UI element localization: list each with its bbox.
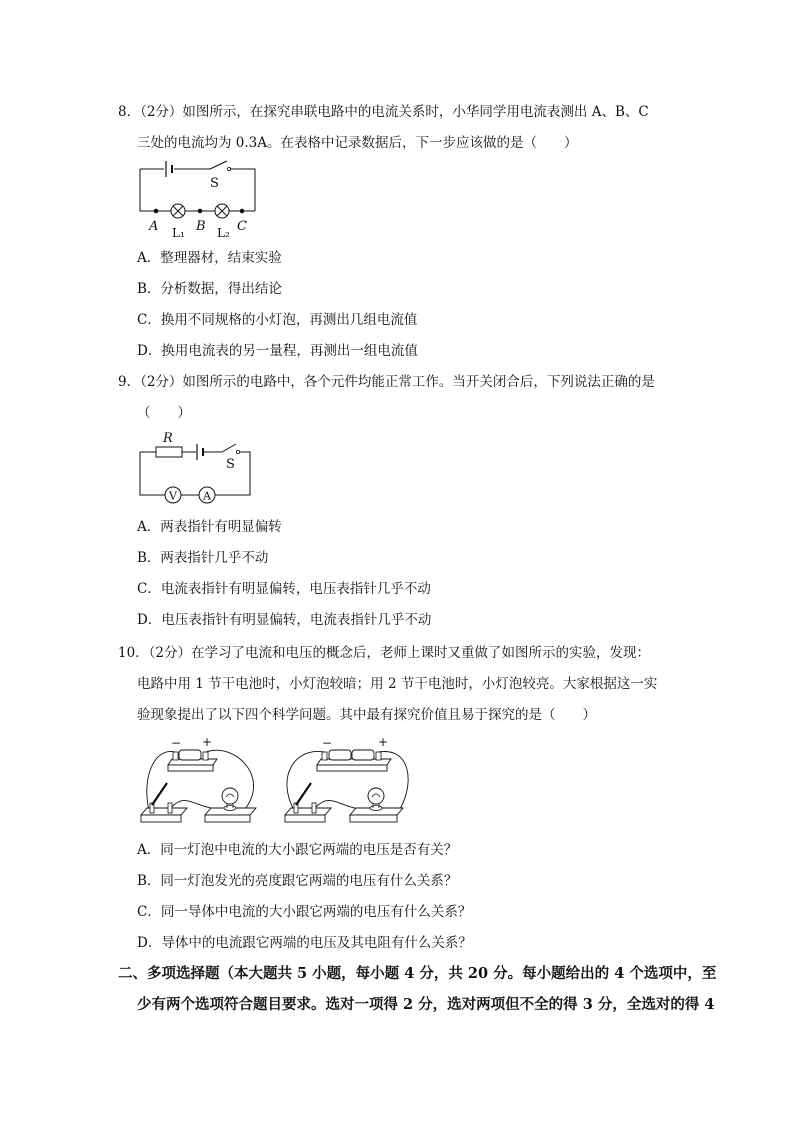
q8-option-c[interactable]: C．换用不同规格的小灯泡，再测出几组电流值 (137, 312, 418, 328)
q10-option-a[interactable]: A．同一灯泡中电流的大小跟它两端的电压是否有关？ (137, 842, 458, 858)
knife-switch-icon (285, 783, 331, 822)
q9-stem-line2: （ ） (137, 405, 191, 421)
q10-option-b[interactable]: B．同一灯泡发光的亮度跟它两端的电压有什么关系？ (137, 873, 458, 889)
battery-icon (197, 444, 203, 460)
lamp1-label: L₁ (172, 226, 185, 240)
battery-icon (166, 161, 172, 177)
lamp2-label: L₂ (217, 226, 230, 240)
switch-label: S (210, 176, 219, 191)
resistor-label: R (163, 431, 173, 446)
battery-holder-one-cell (168, 750, 217, 771)
q9-option-d[interactable]: D．电压表指针有明显偏转，电流表指针几乎不动 (137, 612, 432, 628)
q8-option-a[interactable]: A．整理器材，结束实验 (137, 250, 282, 266)
minus-label: − (171, 736, 182, 750)
ammeter-icon (199, 487, 215, 503)
switch-icon (222, 444, 240, 454)
q10-stem-line3: 验现象提出了以下四个科学问题。其中最有探究价值且易于探究的是（ ） (137, 707, 596, 723)
voltmeter-icon (165, 487, 181, 503)
svg-text:V: V (169, 489, 177, 503)
lamp-icon (215, 204, 229, 218)
q10-experiment-figure (135, 737, 420, 832)
q9-option-b[interactable]: B．两表指针几乎不动 (137, 550, 269, 566)
switch-label: S (226, 457, 235, 472)
q8-option-b[interactable]: B．分析数据，得出结论 (137, 281, 282, 297)
point-c-label: C (237, 219, 247, 234)
q9-option-a[interactable]: A．两表指针有明显偏转 (137, 519, 282, 535)
q10-option-d[interactable]: D．导体中的电流跟它两端的电压及其电阻有什么关系？ (137, 935, 472, 951)
q9-stem-line1: 9．（2分）如图所示的电路中，各个元件均能正常工作。当开关闭合后，下列说法正确的是 (118, 374, 655, 390)
q8-option-d[interactable]: D．换用电流表的另一量程，再测出一组电流值 (137, 343, 418, 359)
lamp-holder-icon (350, 788, 403, 822)
lamp-icon (171, 204, 185, 218)
minus-label: − (322, 736, 333, 750)
section2-heading-line1: 二、多项选择题（本大题共 5 小题，每小题 4 分，共 20 分。每小题给出的 4 个选项中，至 (118, 965, 717, 982)
plus-label: + (378, 735, 389, 749)
q9-option-c[interactable]: C．电流表指针有明显偏转，电压表指针几乎不动 (137, 581, 431, 597)
resistor-icon (156, 447, 182, 457)
q10-stem-line1: 10．（2分）在学习了电流和电压的概念后，老师上课时又重做了如图所示的实验，发现： (118, 645, 651, 661)
q10-stem-line2: 电路中用 1 节干电池时，小灯泡较暗；用 2 节干电池时，小灯泡较亮。大家根据这一实 (137, 676, 658, 692)
point-a-label: A (149, 219, 159, 234)
svg-text:A: A (203, 489, 211, 503)
battery-holder-two-cells (317, 750, 391, 771)
q9-circuit-diagram (130, 428, 260, 508)
switch-icon (210, 161, 231, 171)
q8-stem-line2: 三处的电流均为 0.3A。在表格中记录数据后，下一步应该做的是（ ） (137, 135, 578, 151)
q8-stem-line1: 8．（2分）如图所示，在探究串联电路中的电流关系时，小华同学用电流表测出 A、B、C (118, 104, 649, 120)
section2-heading-line2: 少有两个选项符合题目要求。选对一项得 2 分，选对两项但不全的得 3 分，全选对的得 4 (137, 996, 715, 1013)
plus-label: + (202, 735, 213, 749)
q10-option-c[interactable]: C．同一导体中电流的大小跟它两端的电压有什么关系？ (137, 904, 472, 920)
q8-circuit-diagram (130, 155, 270, 245)
lamp-holder-icon (205, 788, 256, 822)
point-b-label: B (196, 219, 206, 234)
